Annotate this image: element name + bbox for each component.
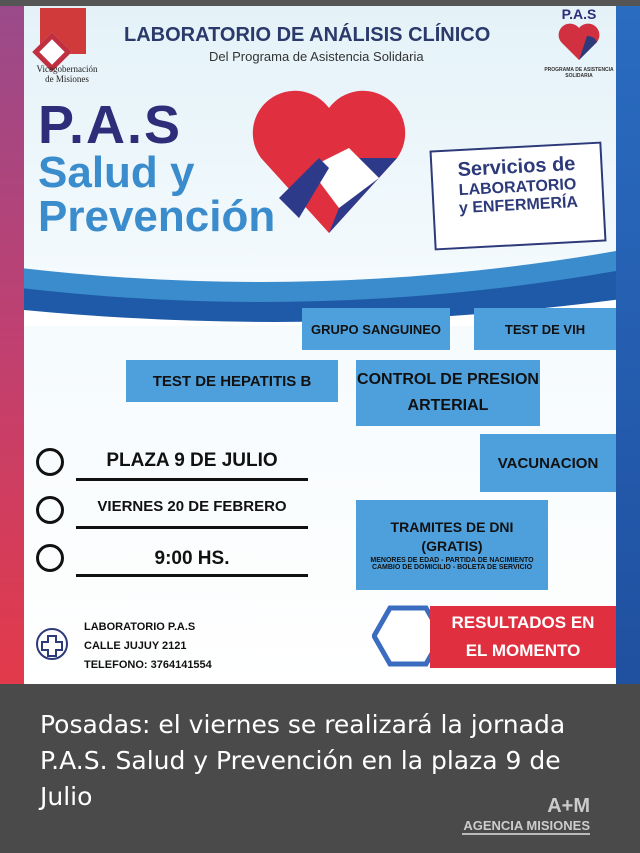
service-test-vih: TEST DE VIH <box>474 308 616 350</box>
results-banner: RESULTADOS EN EL MOMENTO <box>430 606 616 668</box>
event-date: VIERNES 20 DE FEBRERO <box>97 498 287 515</box>
services-box: Servicios de LABORATORIO y ENFERMERÍA <box>430 142 607 251</box>
news-caption[interactable]: Posadas: el viernes se realizará la jornada P.A.S. Salud y Prevención en la plaza 9 de Julio <box>40 710 566 811</box>
event-place: PLAZA 9 DE JULIO <box>106 450 278 471</box>
bullet-circle <box>36 496 64 524</box>
right-border <box>616 6 640 684</box>
header-subtitle: Del Programa de Asistencia Solidaria <box>209 49 424 64</box>
header-title: LABORATORIO DE ANÁLISIS CLÍNICO <box>124 24 491 46</box>
service-hepatitis-b: TEST DE HEPATITIS B <box>126 360 338 402</box>
contact-info: LABORATORIO P.A.S CALLE JUJUY 2121 TELEFONO: 3764141554 <box>84 621 212 671</box>
left-border <box>0 6 24 684</box>
agencia-misiones-logo: A+M AGENCIA MISIONES <box>463 795 590 833</box>
service-grupo-sanguineo: GRUPO SANGUINEO <box>302 308 450 350</box>
service-vacunacion: VACUNACION <box>480 434 616 492</box>
vicegobernacion-logo: Vicegobernación de Misiones <box>32 8 102 88</box>
service-presion-arterial: CONTROL DE PRESION ARTERIAL <box>356 360 540 426</box>
event-time: 9:00 HS. <box>154 548 230 569</box>
bullet-circle <box>36 544 64 572</box>
pas-logo: P.A.S PROGRAMA DE ASISTENCIA SOLIDARIA <box>544 6 614 79</box>
hero-title: P.A.S <box>38 95 183 155</box>
divider <box>76 574 308 577</box>
divider <box>76 478 308 481</box>
hero-subtitle: Salud y Prevención <box>38 148 276 241</box>
poster-image <box>24 6 616 684</box>
location-icon <box>34 626 70 662</box>
heart-handshake-icon <box>557 22 601 62</box>
service-dni: TRAMITES DE DNI (GRATIS) MENORES DE EDAD - PARTIDA DE NACIMIENTO CAMBIO DE DOMICILIO - BOLETA DE SERVICIO <box>356 500 548 590</box>
divider <box>76 526 308 529</box>
bullet-circle <box>36 448 64 476</box>
heart-handshake-icon <box>249 88 409 238</box>
